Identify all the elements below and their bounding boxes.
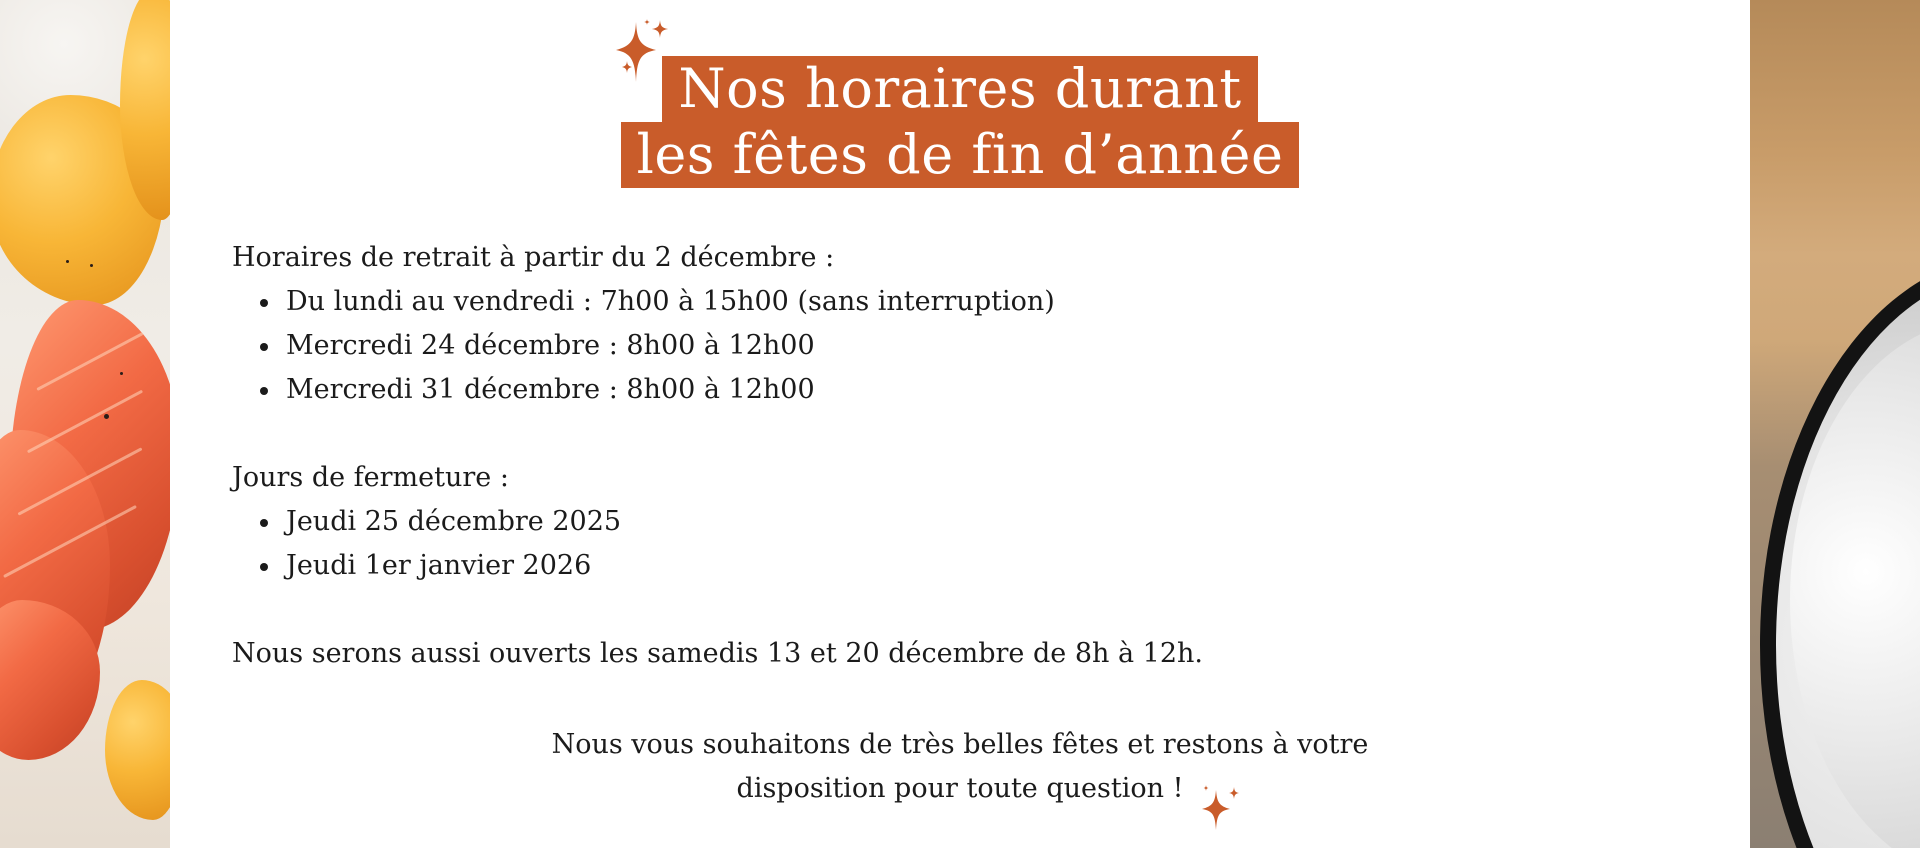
sparkle-icon (1196, 784, 1246, 834)
list-item: Du lundi au vendredi : 7h00 à 15h00 (sans interruption) (232, 280, 1632, 324)
list-item: Mercredi 31 décembre : 8h00 à 12h00 (232, 368, 1632, 412)
title-block (170, 56, 1750, 188)
title-line-2: les fêtes de fin d’année (621, 122, 1300, 188)
main-content (232, 236, 1632, 676)
bowl-photo-right (1750, 0, 1920, 848)
saturday-opening-note: Nous serons aussi ouverts les samedis 13 et 20 décembre de 8h à 12h. (232, 638, 1203, 669)
title-line-1: Nos horaires durant (662, 56, 1257, 122)
pickup-hours-heading: Horaires de retrait à partir du 2 décembre : (232, 242, 835, 273)
closing-message (170, 723, 1750, 811)
closure-days-heading: Jours de fermeture : (232, 462, 509, 493)
pickup-hours-list (232, 280, 1632, 412)
list-item: Jeudi 1er janvier 2026 (232, 544, 1632, 588)
food-photo-left (0, 0, 170, 848)
content-panel (170, 0, 1750, 848)
list-item: Mercredi 24 décembre : 8h00 à 12h00 (232, 324, 1632, 368)
closing-line-1: Nous vous souhaitons de très belles fêtes et restons à votre (551, 729, 1369, 760)
closing-line-2: disposition pour toute question ! (736, 773, 1184, 804)
list-item: Jeudi 25 décembre 2025 (232, 500, 1632, 544)
closure-days-list (232, 500, 1632, 588)
